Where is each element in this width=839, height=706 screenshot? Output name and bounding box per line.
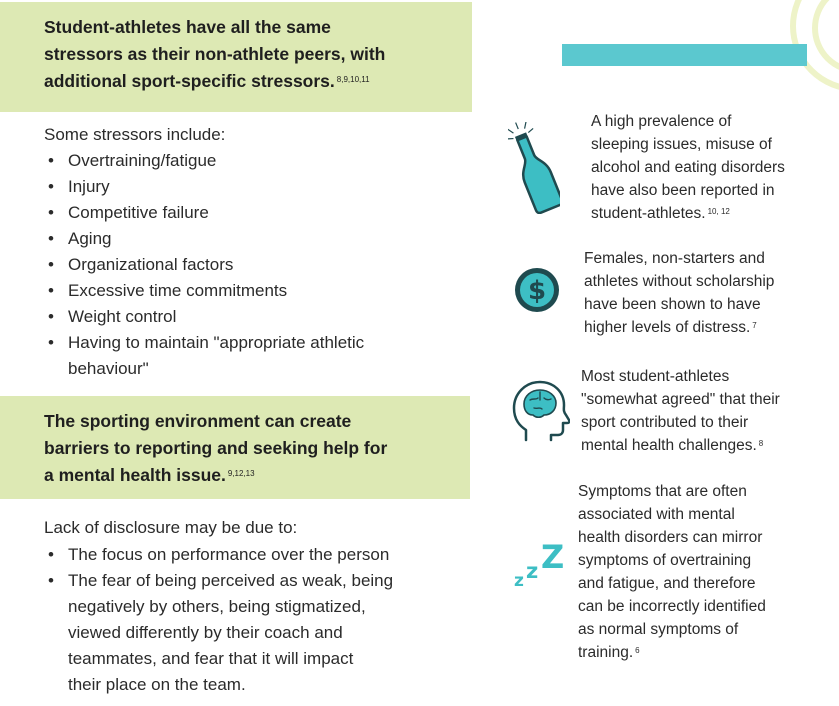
dollar-icon: [513, 266, 561, 314]
section2-bullet-list: [44, 542, 464, 698]
section1-intro: Some stressors include:: [44, 125, 226, 144]
block3-ref: 8: [758, 439, 764, 448]
svg-text:Z: Z: [541, 538, 565, 576]
brain-head-icon: [508, 378, 570, 444]
list-item-continuation: viewed differently by their coach and: [68, 623, 343, 642]
list-item-continuation: negatively by others, being stigmatized,: [68, 597, 366, 616]
section1-heading: Student-athletes have all the same stressors as their non-athlete peers, with additional sport-specific stressors. $^{8,9,10,11}$: [44, 17, 386, 91]
block4-ref: 6: [635, 646, 640, 655]
accent-bar: [562, 44, 807, 66]
svg-text:z: z: [526, 559, 539, 583]
list-item: • Competitive failure: [44, 200, 464, 226]
block1-ref: 10, 12: [707, 207, 730, 216]
list-item: • Organizational factors: [44, 252, 464, 278]
list-item: • Aging: [44, 226, 464, 252]
section1-ref: 8,9,10,11: [336, 75, 370, 84]
bottle-icon: [508, 122, 560, 214]
list-item: • Excessive time commitments: [44, 278, 464, 304]
list-item-continuation: teammates, and fear that it will impact: [68, 649, 354, 668]
right-block2-text: Females, non-starters and athletes without scholarship have been shown to have higher levels of distress. $^7$: [584, 250, 775, 336]
sleep-zzz-icon: [512, 534, 572, 590]
list-item: • Weight control: [44, 304, 464, 330]
section2-intro: Lack of disclosure may be due to:: [44, 518, 298, 537]
block2-ref: 7: [752, 321, 757, 330]
svg-text:z: z: [514, 571, 524, 590]
list-item: • Injury: [44, 174, 464, 200]
list-item: • Having to maintain "appropriate athletic: [44, 330, 464, 356]
svg-text:$: $: [527, 276, 547, 306]
list-item-continuation: their place on the team.: [68, 675, 246, 694]
section2-heading: The sporting environment can create barriers to reporting and seeking help for a mental health issue. $^{9,12,13}$: [44, 411, 388, 485]
section1-bullet-list: [44, 148, 464, 382]
section2-ref: 9,12,13: [227, 469, 255, 478]
list-item-continuation: behaviour": [68, 359, 149, 378]
right-block4-text: Symptoms that are often associated with mental health disorders can mirror symptoms of overtraining and fatigue, and therefore can be incorrectly identified as normal symptoms of training. $^6$: [578, 483, 766, 661]
right-block1-text: A high prevalence of sleeping issues, misuse of alcohol and eating disorders have also been reported in student-athletes. $^{10, 12}$: [591, 113, 785, 222]
list-item: • Overtraining/fatigue: [44, 148, 464, 174]
list-item: • The fear of being perceived as weak, being: [44, 568, 464, 594]
list-item: • The focus on performance over the person: [44, 542, 464, 568]
right-block3-text: Most student-athletes "somewhat agreed" that their sport contributed to their mental health challenges. $^8$: [581, 368, 780, 454]
